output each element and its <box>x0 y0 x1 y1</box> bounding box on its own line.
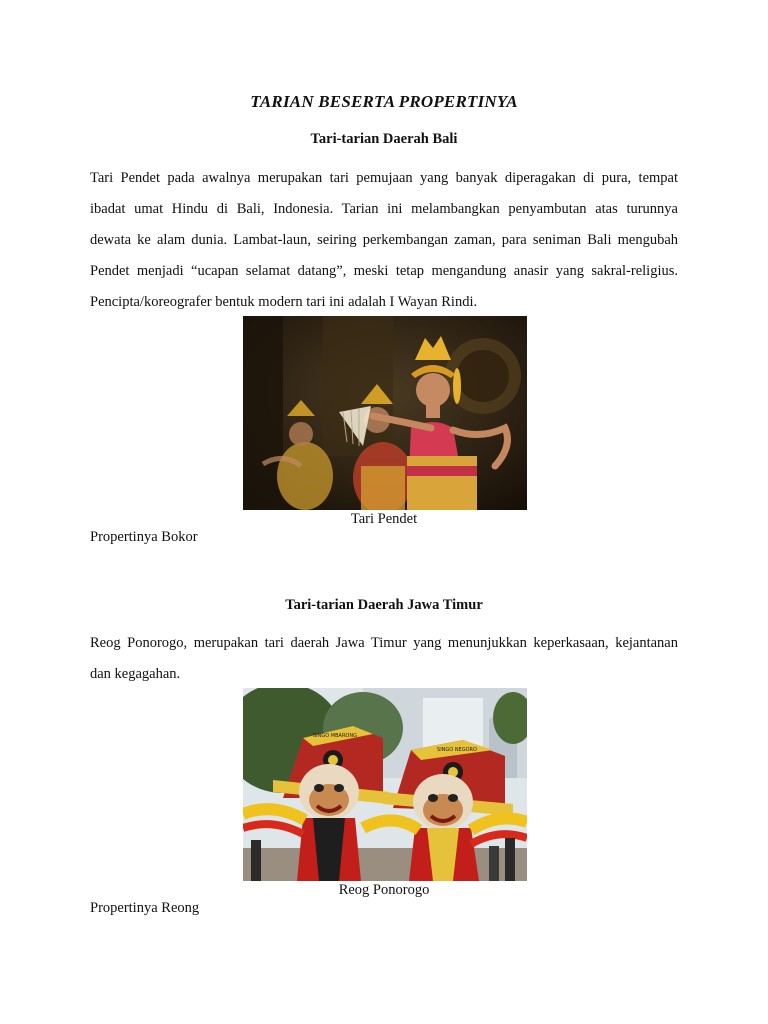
tari-pendet-photo <box>243 316 527 510</box>
property-bokor: Propertinya Bokor <box>90 529 198 545</box>
paragraph-line: Pendet menjadi “ucapan selamat datang”, meski tetap mengandung anasir yang sakral-religius. <box>90 263 678 279</box>
caption-tari-pendet: Tari Pendet <box>350 511 418 527</box>
paragraph-reog-ponorogo <box>90 628 678 690</box>
caption-reog-ponorogo: Reog Ponorogo <box>338 882 430 898</box>
document-title: TARIAN BESERTA PROPERTINYA <box>250 92 518 111</box>
paragraph-line: dan kegagahan. <box>90 666 181 682</box>
mask-sign-right: SINGO NEGORO <box>437 747 477 753</box>
paragraph-line: Tari Pendet pada awalnya merupakan tari pemujaan yang banyak diperagakan di pura, tempat <box>90 170 678 186</box>
mask-sign-left: SINGO MBARONG <box>313 733 357 739</box>
paragraph-line: Reog Ponorogo, merupakan tari daerah Jawa Timur yang menunjukkan keperkasaan, kejantanan <box>90 635 678 651</box>
paragraph-tari-pendet <box>90 163 678 318</box>
reog-ponorogo-photo <box>243 688 527 881</box>
paragraph-line: Pencipta/koreografer bentuk modern tari ini adalah I Wayan Rindi. <box>90 294 478 310</box>
section-heading-jawa-timur: Tari-tarian Daerah Jawa Timur <box>285 597 483 613</box>
section-heading-bali: Tari-tarian Daerah Bali <box>310 131 458 147</box>
property-reong: Propertinya Reong <box>90 900 200 916</box>
paragraph-line: ibadat umat Hindu di Bali, Indonesia. Tarian ini melambangkan penyambutan atas turunnya <box>90 201 678 217</box>
paragraph-line: dewata ke alam dunia. Lambat-laun, seiring perkembangan zaman, para seniman Bali mengubah <box>90 232 678 248</box>
